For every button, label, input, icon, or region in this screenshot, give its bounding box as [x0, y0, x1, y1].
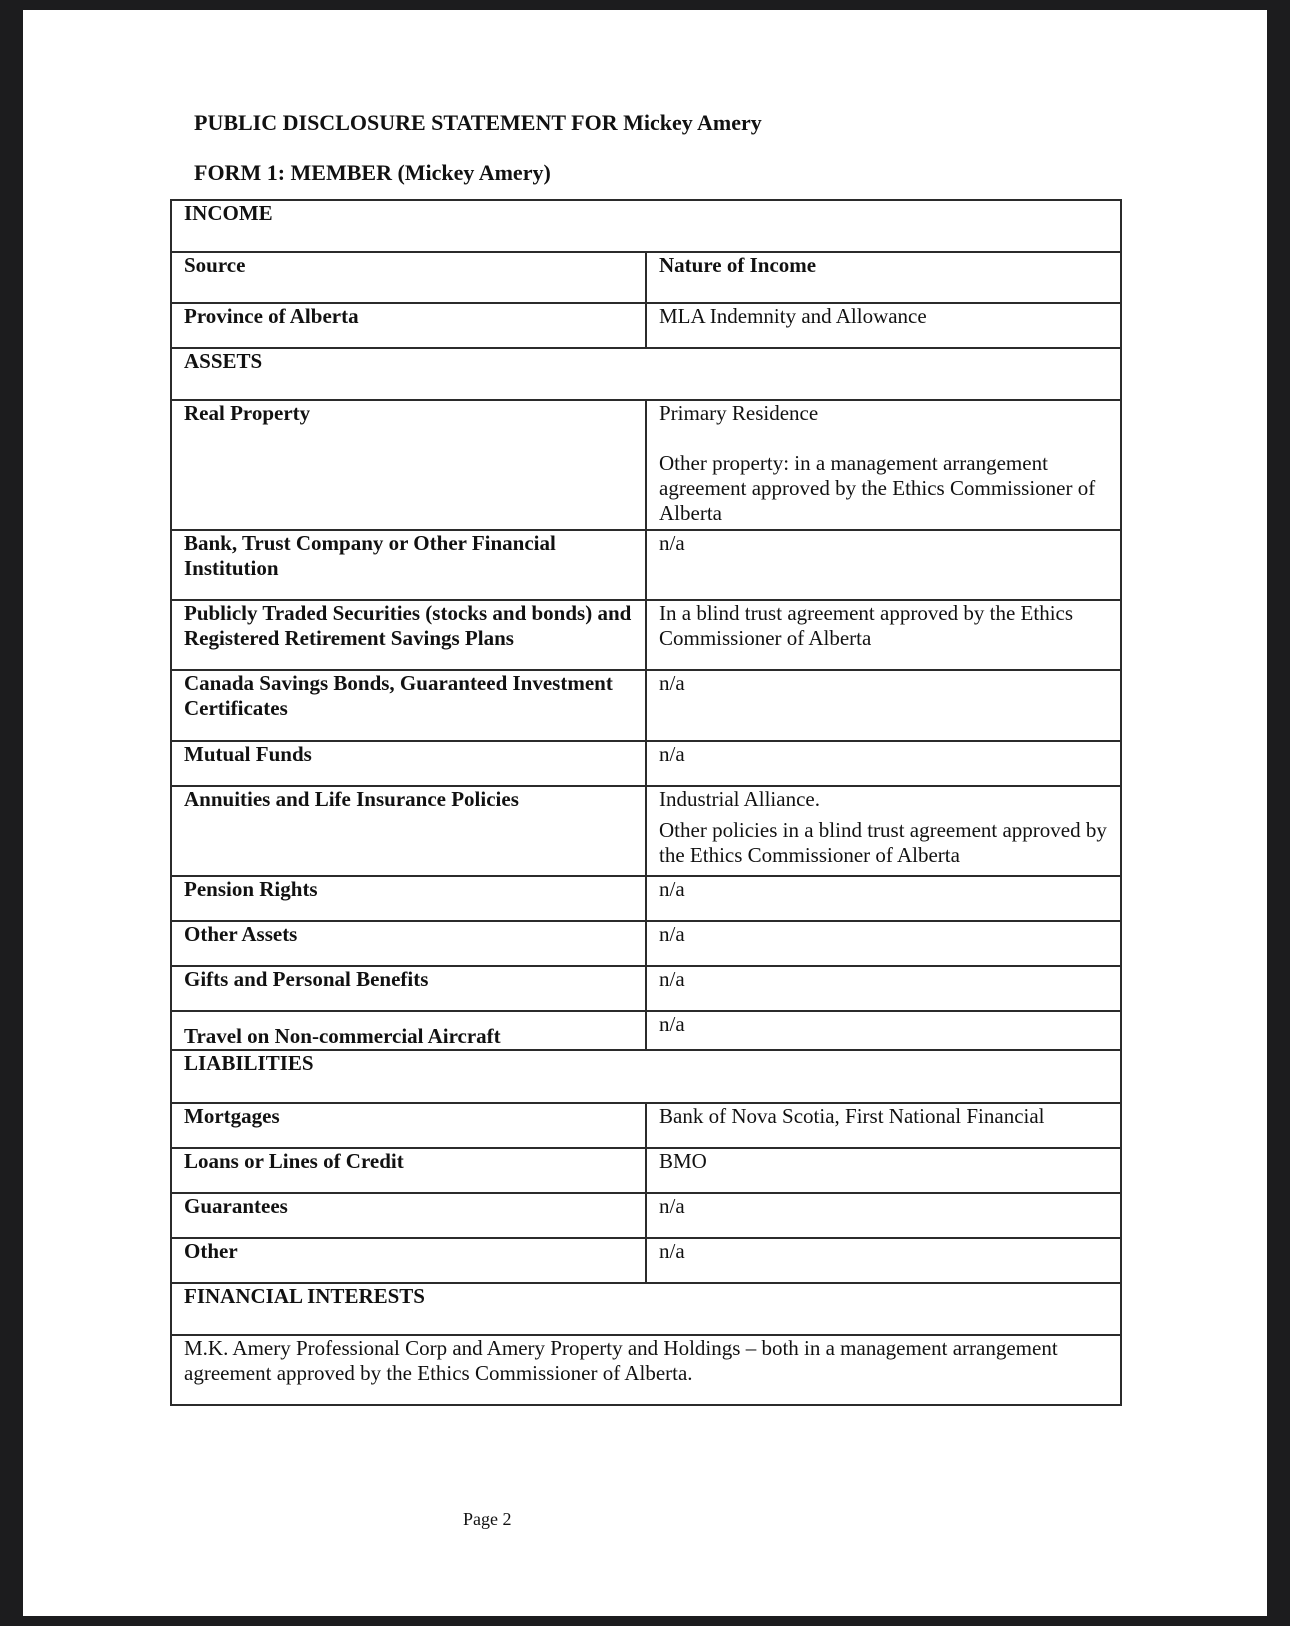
income-nature-value: MLA Indemnity and Allowance	[646, 303, 1121, 348]
real-property-value-1: Primary Residence	[659, 401, 819, 425]
income-heading: INCOME	[171, 200, 1121, 252]
real-property-value-2: Other property: in a management arrangement agreement approved by the Ethics Commissioner of Alberta	[659, 451, 1096, 525]
pension-value: n/a	[646, 876, 1121, 921]
bank-value: n/a	[646, 530, 1121, 600]
financial-interests-text: M.K. Amery Professional Corp and Amery Property and Holdings – both in a management arrangement agreement approved by the Ethics Commissioner of Alberta.	[171, 1335, 1121, 1405]
mortgages-label: Mortgages	[171, 1103, 646, 1148]
mortgages-value: Bank of Nova Scotia, First National Financial	[646, 1103, 1121, 1148]
real-property-value	[646, 400, 1121, 530]
other-assets-label: Other Assets	[171, 921, 646, 966]
annuities-label: Annuities and Life Insurance Policies	[171, 786, 646, 876]
annuities-value	[646, 786, 1121, 876]
securities-value: In a blind trust agreement approved by the Ethics Commissioner of Alberta	[646, 600, 1121, 670]
other-liabilities-value: n/a	[646, 1238, 1121, 1283]
savings-bonds-label: Canada Savings Bonds, Guaranteed Investment Certificates	[171, 670, 646, 741]
mutual-funds-label: Mutual Funds	[171, 741, 646, 786]
bank-label: Bank, Trust Company or Other Financial Institution	[171, 530, 646, 600]
guarantees-value: n/a	[646, 1193, 1121, 1238]
loans-value: BMO	[646, 1148, 1121, 1193]
income-source-header: Source	[171, 252, 646, 303]
gifts-value: n/a	[646, 966, 1121, 1011]
page-number: Page 2	[463, 1509, 512, 1529]
other-liabilities-label: Other	[171, 1238, 646, 1283]
travel-label: Travel on Non-commercial Aircraft	[171, 1011, 646, 1050]
annuities-value-1: Industrial Alliance.	[659, 787, 820, 811]
other-assets-value: n/a	[646, 921, 1121, 966]
gifts-label: Gifts and Personal Benefits	[171, 966, 646, 1011]
savings-bonds-value: n/a	[646, 670, 1121, 741]
liabilities-heading: LIABILITIES	[171, 1050, 1121, 1103]
travel-value: n/a	[646, 1011, 1121, 1050]
form-title: FORM 1: MEMBER (Mickey Amery)	[194, 160, 551, 185]
pension-label: Pension Rights	[171, 876, 646, 921]
assets-heading: ASSETS	[171, 348, 1121, 400]
mutual-funds-value: n/a	[646, 741, 1121, 786]
disclosure-table	[170, 199, 1122, 1406]
financial-interests-heading: FINANCIAL INTERESTS	[171, 1283, 1121, 1335]
securities-label: Publicly Traded Securities (stocks and bonds) and Registered Retirement Savings Plans	[171, 600, 646, 670]
real-property-label: Real Property	[171, 400, 646, 530]
income-nature-header: Nature of Income	[646, 252, 1121, 303]
loans-label: Loans or Lines of Credit	[171, 1148, 646, 1193]
annuities-value-2: Other policies in a blind trust agreement approved by the Ethics Commissioner of Alberta	[659, 818, 1107, 867]
income-source-value: Province of Alberta	[171, 303, 646, 348]
guarantees-label: Guarantees	[171, 1193, 646, 1238]
document-title: PUBLIC DISCLOSURE STATEMENT FOR Mickey Amery	[194, 110, 762, 135]
